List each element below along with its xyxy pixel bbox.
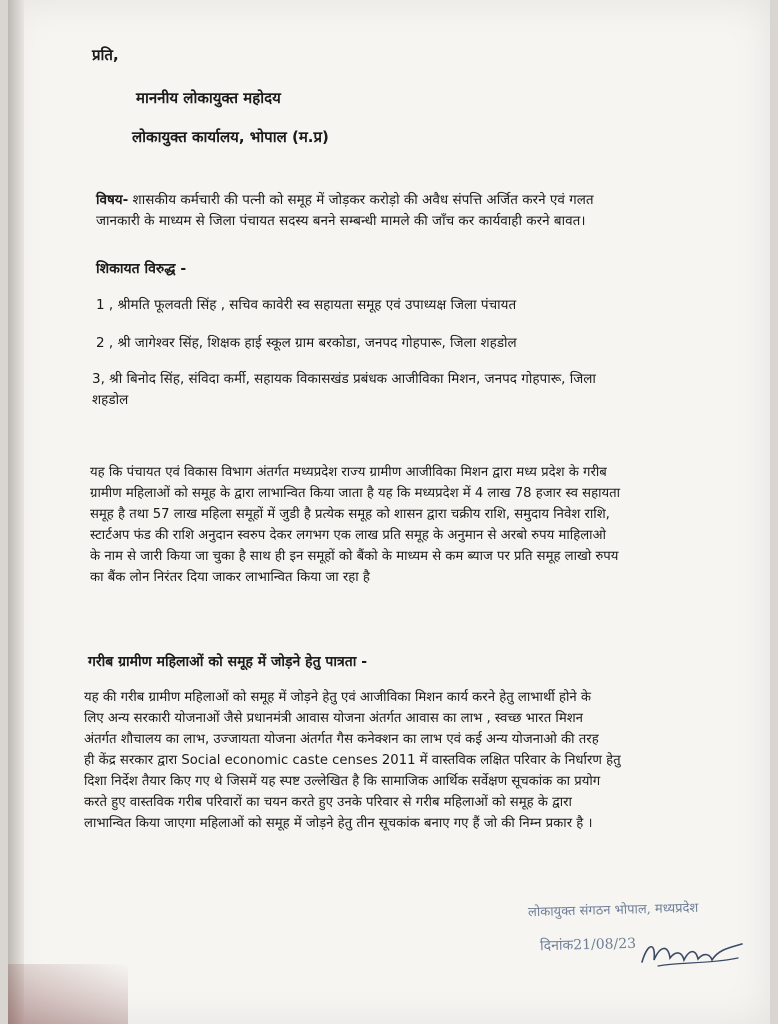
subject-block [96, 190, 594, 232]
salutation: प्रति, [92, 46, 119, 64]
subject-line-1: विषय- शासकीय कर्मचारी की पत्नी को समूह में जोड़कर करोड़ो की अवैध संपत्ति अर्जित करने एवं गलत [96, 192, 594, 208]
accused-item-2: 2 , श्री जागेश्वर सिंह, शिक्षक हाई स्कूल ग्राम बरकोडा, जनपद गोहपारू, जिला शहडोल [96, 335, 517, 351]
received-stamp-date: दिनांक21/08/23 [539, 935, 637, 955]
page-corner-shadow [8, 964, 128, 1024]
complaint-against-heading: शिकायत विरुद्ध - [96, 261, 187, 277]
page-edge-shadow [8, 0, 24, 1024]
accused-item-1: 1 , श्रीमति फूलवती सिंह , सचिव कावेरी स्व सहायता समूह एवं उपाध्यक्ष जिला पंचायत [96, 297, 517, 313]
handwritten-signature [638, 932, 748, 972]
paragraph-background: यह कि पंचायत एवं विकास विभाग अंतर्गत मध्यप्रदेश राज्य ग्रामीण आजीविका मिशन द्वारा मध्य प्रदेश के गरीब ग्रामीण महिलाओं को समूह के द्वारा लाभान्वित किया जाता है यह कि मध्यप्रदेश में 4 लाख 78 हजार स्व सहायता समूह है तथा 57 लाख महिला समूहों में जुडी है प्रत्येक समूह को शासन द्वारा चक्रीय राशि, समुदाय निवेश राशि, स्टार्टअप फंड की राशि अनुदान स्वरुप देकर लगभग एक लाख प्रति समूह के अनुमान से अरबो रुपय माहिलाओ के नाम से जारी किया जा चुका है साथ ही इन समूहों को बैंको के माध्यम से कम ब्याज पर प्रति समूह लाखो रुपय का बैंक लोन निरंतर दिया जाकर लाभान्वित किया जा रहा है [90, 465, 621, 585]
subject-line-2: जानकारी के माध्यम से जिला पंचायत सदस्य बनने सम्बन्धी मामले की जाँच कर कार्यवाही करने बावत। [96, 213, 586, 229]
recipient-office: लोकायुक्त कार्यालय, भोपाल (म.प्र) [132, 128, 329, 146]
received-stamp-office: लोकायुक्त संगठन भोपाल, मध्यप्रदेश [527, 900, 699, 921]
letter-page [8, 0, 770, 1024]
recipient-title: माननीय लोकायुक्त महोदय [136, 89, 281, 107]
eligibility-heading: गरीब ग्रामीण महिलाओं को समूह में जोड़ने हेतु पात्रता - [88, 654, 368, 670]
accused-item-3: 3, श्री बिनोद सिंह, संविदा कर्मी, सहायक विकासखंड प्रबंधक आजीविका मिशन, जनपद गोहपारू, जिला शहडोल [92, 371, 596, 408]
paragraph-eligibility: यह की गरीब ग्रामीण महिलाओं को समूह में जोड़ने हेतु एवं आजीविका मिशन कार्य करने हेतु लाभार्थी होने के लिए अन्य सरकारी योजनाओं जैसे प्रधानमंत्री आवास योजना अंतर्गत आवास का लाभ , स्वच्छ भारत मिशन अंतर्गत शौचालय का लाभ, उज्जायता योजना अंतर्गत गैस कनेक्शन का लाभ एवं कई अन्य योजनाओ की तरह ही केंद्र सरकार द्वारा Social economic caste censes 2011 में वास्तविक लक्षित परिवार के निर्धारण हेतु दिशा निर्देश तैयार किए गए थे जिसमें यह स्पष्ट उल्लेखित है कि सामाजिक आर्थिक सर्वेक्षण सूचकांक का प्रयोग करते हुए वास्तविक गरीब परिवारों का चयन करते हुए उनके परिवार से गरीब महिलाओं को समूह के द्वारा लाभान्वित किया जाएगा महिलाओं को समूह में जोड़ने हेतु तीन सूचकांक बनाए गए हैं जो की निम्न प्रकार है । [84, 690, 621, 831]
